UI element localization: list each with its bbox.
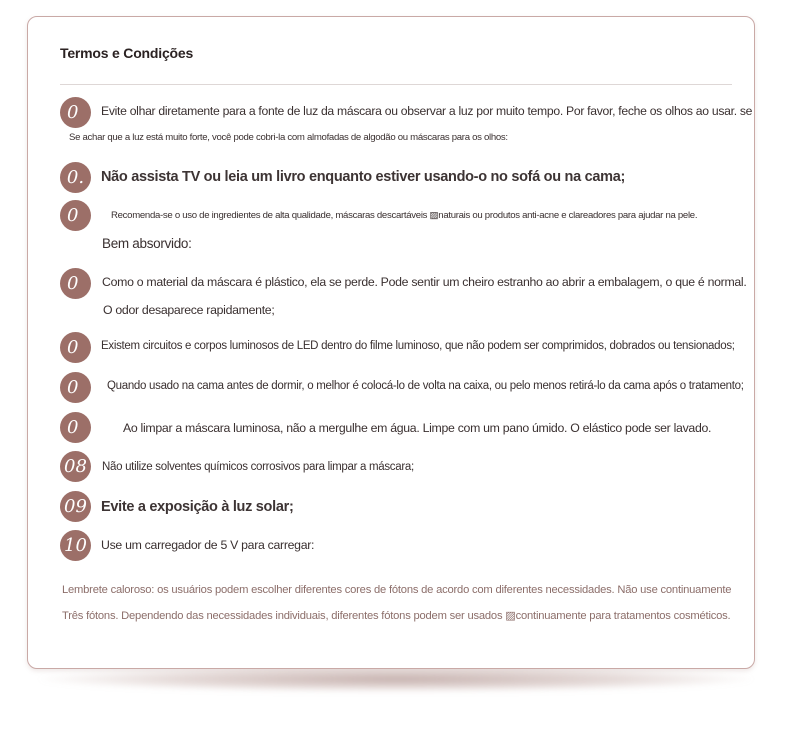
section-title: Termos e Condições	[60, 45, 194, 61]
item-text: Quando usado na cama antes de dormir, o melhor é colocá-lo de volta na caixa, ou pelo menos retirá-lo da cama após o tratamento;	[107, 380, 744, 392]
item-number-badge: 0	[60, 412, 91, 443]
item-number-badge: 10	[60, 530, 91, 561]
item-number-badge: 0	[60, 372, 91, 403]
item-number-badge: 0.	[60, 162, 91, 193]
item-text: Recomenda-se o uso de ingredientes de alta qualidade, máscaras descartáveis ▨naturais ou produtos anti-acne e clareadores para ajudar na pele.	[111, 210, 698, 221]
item-number-badge: 08	[60, 451, 91, 482]
item-text: Existem circuitos e corpos luminosos de LED dentro do filme luminoso, que não podem ser comprimidos, dobrados ou tensionados;	[101, 340, 735, 352]
item-number-badge: 0	[60, 97, 91, 128]
reminder-note-continued: Três fótons. Dependendo das necessidades individuais, diferentes fótons podem ser usados ▨continuamente para tratamentos cosméticos.	[62, 610, 731, 622]
item-text-continued: Se achar que a luz está muito forte, você pode cobri-la com almofadas de algodão ou máscaras para os olhos:	[69, 132, 508, 143]
item-text: Como o material da máscara é plástico, ela se perde. Pode sentir um cheiro estranho ao abrir a embalagem, o que é normal.	[102, 275, 747, 289]
item-text: Evite olhar diretamente para a fonte de luz da máscara ou observar a luz por muito tempo. Por favor, feche os olhos ao usar. se	[101, 104, 753, 118]
item-text-continued: Bem absorvido:	[102, 236, 192, 251]
reminder-note: Lembrete caloroso: os usuários podem escolher diferentes cores de fótons de acordo com diferentes necessidades. Não use continuamente	[62, 584, 732, 596]
item-number-badge: 09	[60, 491, 91, 522]
item-text-continued: O odor desaparece rapidamente;	[103, 303, 275, 317]
item-text: Não assista TV ou leia um livro enquanto estiver usando-o no sofá ou na cama;	[101, 169, 625, 185]
card-shadow	[40, 666, 752, 692]
item-text: Ao limpar a máscara luminosa, não a mergulhe em água. Limpe com um pano úmido. O elástico pode ser lavado.	[123, 421, 712, 435]
item-text: Não utilize solventes químicos corrosivos para limpar a máscara;	[102, 461, 414, 473]
item-number-badge: 0	[60, 332, 91, 363]
title-divider	[60, 84, 732, 85]
item-number-badge: 0	[60, 268, 91, 299]
item-text: Evite a exposição à luz solar;	[101, 499, 294, 515]
item-number-badge: 0	[60, 200, 91, 231]
item-text: Use um carregador de 5 V para carregar:	[101, 538, 315, 552]
